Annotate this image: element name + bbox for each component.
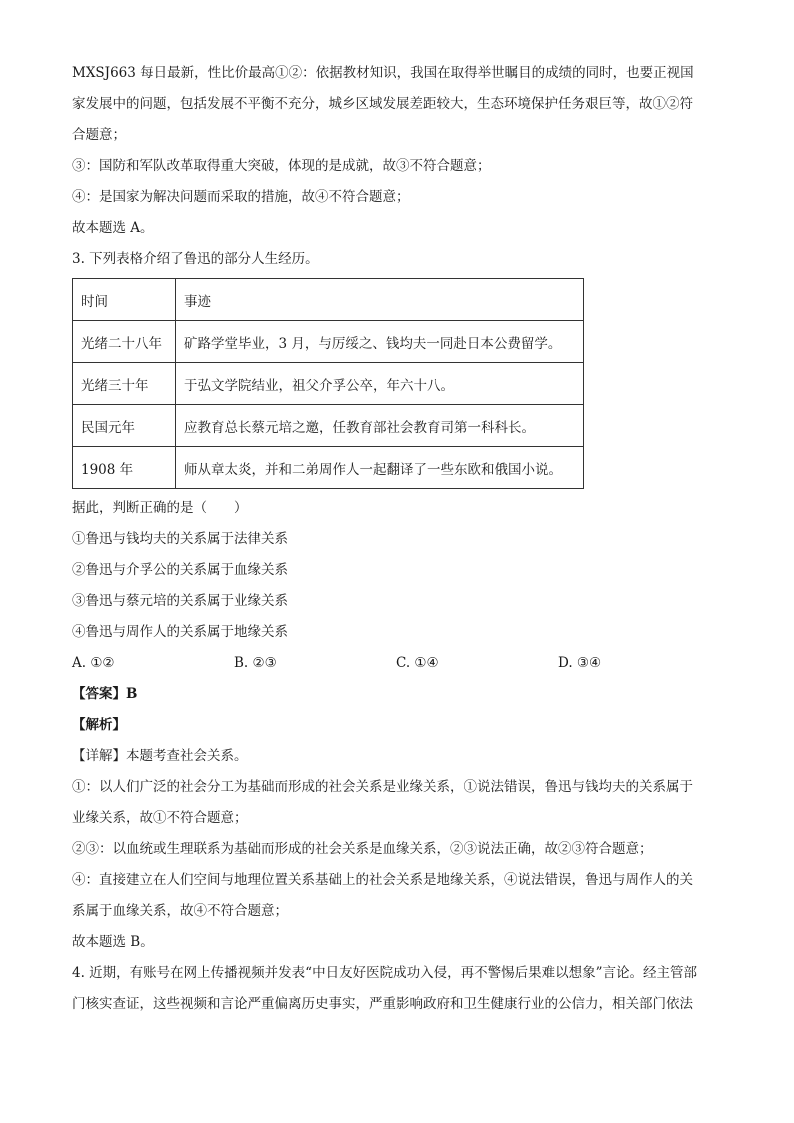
- table-cell-event: 矿路学堂毕业，3 月，与厉绥之、钱均夫一同赴日本公费留学。: [176, 321, 584, 363]
- text-line: ④：是国家为解决问题而采取的措施，故④不符合题意；: [72, 189, 410, 205]
- detail-line: ④：直接建立在人们空间与地理位置关系基础上的社会关系是地缘关系，④说法错误，鲁迅与周作人的关: [72, 872, 693, 888]
- table-row: [73, 447, 584, 489]
- question-stem: 门核实查证，这些视频和言论严重偏离历史事实，严重影响政府和卫生健康行业的公信力，相关部门依法: [72, 996, 693, 1012]
- text-line: 合题意；: [72, 127, 126, 143]
- statement: ④鲁迅与周作人的关系属于地缘关系: [72, 624, 288, 640]
- detail-line: 系属于血缘关系，故④不符合题意；: [72, 903, 288, 919]
- question-4: [72, 958, 722, 1020]
- table-row: [73, 321, 584, 363]
- text-line: 故本题选 A。: [72, 220, 154, 236]
- question-stem: 3. 下列表格介绍了鲁迅的部分人生经历。: [72, 251, 319, 267]
- question-3: [72, 244, 722, 958]
- detail-line: 【详解】本题考查社会关系。: [72, 748, 248, 764]
- table-cell-event: 于弘文学院结业，祖父介孚公卒，年六十八。: [176, 363, 584, 405]
- table-cell-time: 民国元年: [73, 405, 176, 447]
- question-prompt: 据此，判断正确的是（ ）: [72, 500, 248, 516]
- table-cell-time: 光绪二十八年: [73, 321, 176, 363]
- table-cell-time: 光绪三十年: [73, 363, 176, 405]
- table-header-cell: 事迹: [176, 279, 584, 321]
- detail-line: ②③：以血统或生理联系为基础而形成的社会关系是血缘关系，②③说法正确，故②③符合题意；: [72, 841, 653, 857]
- answer-options: [72, 648, 722, 679]
- question-stem: 4. 近期，有账号在网上传播视频并发表“中日友好医院成功入侵，再不警惕后果难以想象”言论。经主管部: [72, 965, 697, 981]
- statement: ②鲁迅与介孚公的关系属于血缘关系: [72, 562, 288, 578]
- table-row: [73, 363, 584, 405]
- option-a: A. ①②: [72, 655, 115, 671]
- document-page: [72, 58, 722, 1020]
- table-header-cell: 时间: [73, 279, 176, 321]
- previous-answer-section: [72, 58, 722, 244]
- text-line: 家发展中的问题，包括发展不平衡不充分，城乡区域发展差距较大，生态环境保护任务艰巨等，故①②符: [72, 96, 693, 112]
- table-cell-event: 师从章太炎，并和二弟周作人一起翻译了一些东欧和俄国小说。: [176, 447, 584, 489]
- table-cell-event: 应教育总长蔡元培之邀，任教育部社会教育司第一科科长。: [176, 405, 584, 447]
- option-b: B. ②③: [234, 655, 277, 671]
- statement: ①鲁迅与钱均夫的关系属于法律关系: [72, 531, 288, 547]
- answer-label: 【答案】B: [72, 686, 138, 702]
- table-row: [73, 405, 584, 447]
- option-c: C. ①④: [396, 655, 439, 671]
- text-line: MXSJ663 每日最新，性比价最高①②：依据教材知识，我国在取得举世瞩目的成绩的同时，也要正视国: [72, 65, 694, 81]
- option-d: D. ③④: [558, 655, 602, 671]
- text-line: ③：国防和军队改革取得重大突破，体现的是成就，故③不符合题意；: [72, 158, 491, 174]
- detail-line: ①：以人们广泛的社会分工为基础而形成的社会关系是业缘关系，①说法错误，鲁迅与钱均夫的关系属于: [72, 779, 693, 795]
- table-header-row: [73, 279, 584, 321]
- detail-line: 故本题选 B。: [72, 934, 154, 950]
- detail-line: 业缘关系，故①不符合题意；: [72, 810, 248, 826]
- table-cell-time: 1908 年: [73, 447, 176, 489]
- luxun-life-table: [72, 278, 584, 489]
- statement: ③鲁迅与蔡元培的关系属于业缘关系: [72, 593, 288, 609]
- analysis-label: 【解析】: [72, 717, 126, 733]
